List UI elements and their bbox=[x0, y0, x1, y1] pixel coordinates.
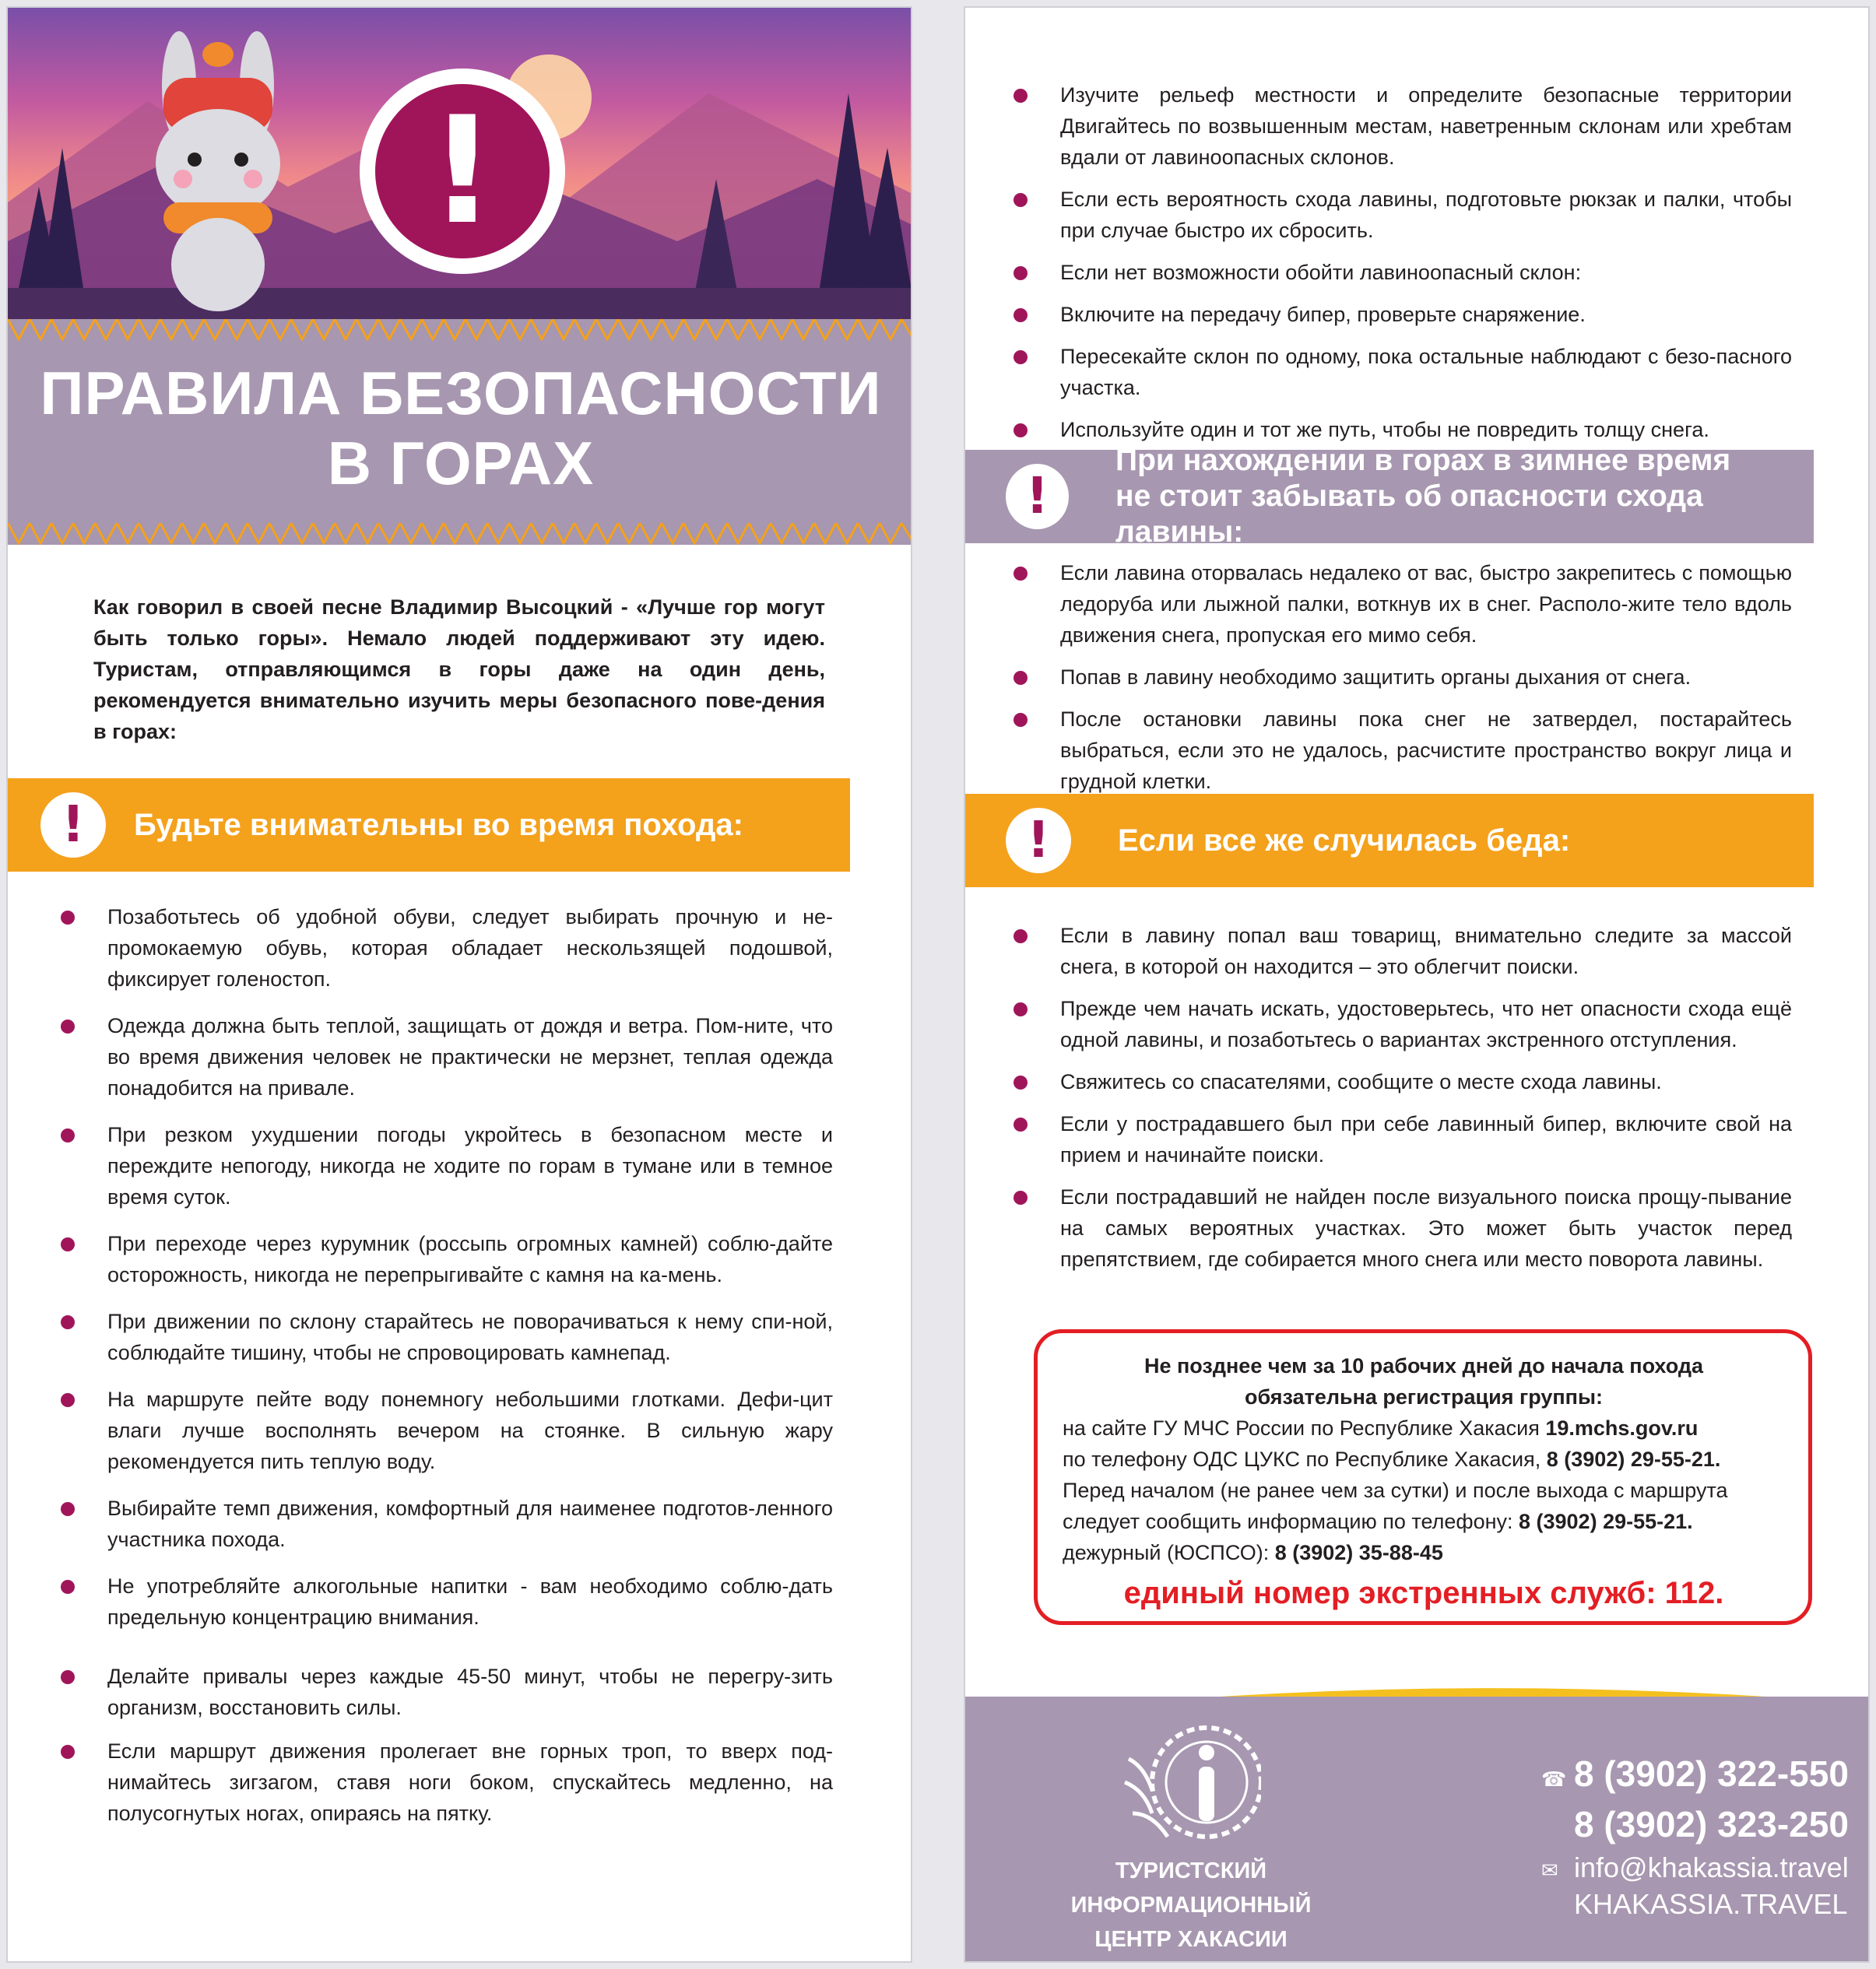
list-item-text: Не употребляйте алкогольные напитки - вам необходимо соблю-дать предельную концентрацию внимания. bbox=[107, 1574, 833, 1629]
list-item-text: Включите на передачу бипер, проверьте снаряжение. bbox=[1060, 303, 1586, 326]
bullet-icon bbox=[1014, 308, 1028, 322]
section2-title-line2: не стоит забывать об опасности схода лавины: bbox=[1115, 479, 1703, 549]
list-item-text: Если в лавину попал ваш товарищ, внимательно следите за массой снега, в которой он находится – это облегчит поиски. bbox=[1060, 924, 1792, 978]
list-item-text: Попав в лавину необходимо защитить органы дыхания от снега. bbox=[1060, 665, 1692, 689]
left-panel bbox=[6, 6, 912, 1963]
registration-line2 bbox=[1063, 1444, 1785, 1475]
list-item bbox=[61, 1493, 833, 1555]
registration-line4-text: следует сообщить информацию по телефону: bbox=[1063, 1510, 1519, 1533]
org-name-line2: ЦЕНТР ХАКАСИИ bbox=[1094, 1927, 1288, 1952]
right-panel bbox=[964, 6, 1870, 1963]
bullet-icon bbox=[61, 911, 75, 925]
bullet-icon bbox=[61, 1128, 75, 1142]
list-item bbox=[61, 901, 833, 995]
exclamation-icon: ! bbox=[375, 84, 550, 258]
report-phone: 8 (3902) 29-55-21. bbox=[1519, 1510, 1693, 1533]
bullet-icon bbox=[1014, 89, 1028, 103]
list-item bbox=[61, 1384, 833, 1477]
list-item bbox=[1014, 1066, 1792, 1097]
list-item bbox=[1014, 1181, 1792, 1275]
org-name bbox=[1012, 1854, 1370, 1957]
section1-title: Будьте внимательны во время похода: bbox=[134, 807, 743, 842]
bullet-icon bbox=[61, 1237, 75, 1251]
list-item bbox=[1014, 704, 1792, 797]
list-item bbox=[1014, 1108, 1792, 1171]
registration-line1-text: на сайте ГУ МЧС России по Республике Хакасия bbox=[1063, 1416, 1546, 1440]
list-item-text: Если у пострадавшего был при себе лавинный бипер, включите свой на прием и начинайте поиски. bbox=[1060, 1112, 1792, 1167]
list-item-text: На маршруте пейте воду понемногу небольшими глотками. Дефи-цит влаги лучше восполнять вечером на стоянке. В сильную жару рекомендуется пить теплую воду. bbox=[107, 1388, 833, 1473]
list-item bbox=[61, 1661, 833, 1723]
list-item bbox=[1014, 557, 1792, 651]
list-item-text: При резком ухудшении погоды укройтесь в безопасном месте и переждите непогоду, никогда не ходите по горам в тумане или в темное время суток. bbox=[107, 1123, 833, 1209]
exclamation-icon: ! bbox=[1006, 808, 1071, 873]
list-item bbox=[1014, 993, 1792, 1055]
footer-phones bbox=[1541, 1751, 1849, 1847]
registration-line5-text: дежурный (ЮСПСО): bbox=[1063, 1541, 1275, 1564]
title-band bbox=[8, 319, 912, 545]
footer-contacts bbox=[1541, 1851, 1849, 1922]
list-item bbox=[1014, 184, 1792, 246]
bullet-icon bbox=[61, 1580, 75, 1594]
registration-line5 bbox=[1063, 1537, 1785, 1568]
list-item-text: Пересекайте склон по одному, пока остальные наблюдают с безо-пасного участка. bbox=[1060, 345, 1792, 399]
list-item-text: Позаботьтесь об удобной обуви, следует выбирать прочную и не-промокаемую обувь, которая обладает нескользящей подошвой, фиксирует голеностоп. bbox=[107, 905, 833, 991]
duty-phone: 8 (3902) 35-88-45 bbox=[1274, 1541, 1443, 1564]
list-item bbox=[61, 1119, 833, 1213]
registration-heading2: обязательна регистрация группы: bbox=[1244, 1385, 1604, 1409]
mail-icon: ✉ bbox=[1541, 1858, 1558, 1882]
section1-list bbox=[61, 901, 833, 1841]
list-item-text: Если пострадавший не найден после визуального поиска прощу-пывание на самых вероятных участках. Это может быть участок перед препятствием, где собирается много снега или место поворота лавины. bbox=[1060, 1185, 1792, 1271]
bullet-icon bbox=[1014, 1191, 1028, 1205]
bullet-icon bbox=[1014, 713, 1028, 727]
list-item-text: Одежда должна быть теплой, защищать от дождя и ветра. Пом-ните, что во время движения человек не практически не мерзнет, теплая одежда понадобится на привале. bbox=[107, 1014, 833, 1100]
list-item-text: При переходе через курумник (россыпь огромных камней) соблю-дайте осторожность, никогда не перепрыгивайте с камня на ка-мень. bbox=[107, 1232, 833, 1286]
footer-email-link[interactable]: info@khakassia.travel bbox=[1574, 1851, 1849, 1883]
section2-list bbox=[1014, 557, 1792, 808]
hero-illustration bbox=[8, 8, 912, 319]
list-item bbox=[61, 1228, 833, 1290]
list-item-text: Если есть вероятность схода лавины, подготовьте рюкзак и палки, чтобы при случае быстро их сбросить. bbox=[1060, 188, 1792, 242]
list-item-text: Если маршрут движения пролегает вне горных троп, то вверх под-нимайтесь зигзагом, ставя ноги боком, спускайтесь медленно, на полусогнутых ногах, опираясь на пятку. bbox=[107, 1739, 833, 1825]
alert-icon-large bbox=[360, 68, 565, 274]
zigzag-border-top bbox=[8, 319, 912, 341]
bullet-icon bbox=[61, 1020, 75, 1034]
bunny-mascot bbox=[117, 31, 319, 319]
list-item-text: Делайте привалы через каждые 45-50 минут, чтобы не перегру-зить организм, восстановить силы. bbox=[107, 1665, 833, 1719]
bullet-icon bbox=[1014, 929, 1028, 943]
page-title-line2: В ГОРАХ bbox=[327, 429, 595, 497]
info-logo-icon bbox=[1121, 1720, 1261, 1860]
list-item bbox=[1014, 257, 1792, 288]
footer-phone2[interactable]: 8 (3902) 323-250 bbox=[1574, 1804, 1849, 1844]
emergency-number: единый номер экстренных служб: 112. bbox=[1123, 1576, 1724, 1610]
bullet-icon bbox=[1014, 193, 1028, 207]
exclamation-icon: ! bbox=[1006, 464, 1069, 529]
intro-paragraph: Как говорил в своей песне Владимир Высоцкий - «Лучше гор могут быть только горы». Немало людей поддерживают эту идею. Туристам, отправляющимся в горы даже на один день, рекомендуется внимательно изучить меры безопасного пове-дения в горах: bbox=[93, 595, 825, 743]
registration-line4 bbox=[1063, 1506, 1785, 1537]
section3-title: Если все же случилась беда: bbox=[1118, 823, 1571, 858]
list-item bbox=[61, 1571, 833, 1633]
list-item bbox=[1014, 299, 1792, 330]
list-item bbox=[61, 1010, 833, 1104]
bullet-icon bbox=[1014, 671, 1028, 685]
bullet-icon bbox=[1014, 1118, 1028, 1132]
mchs-website-link[interactable]: 19.mchs.gov.ru bbox=[1545, 1416, 1699, 1440]
bullet-icon bbox=[61, 1393, 75, 1407]
list-item-text: Прежде чем начать искать, удостоверьтесь, что нет опасности схода ещё одной лавины, и позаботьтесь о вариантах экстренного отступления. bbox=[1060, 997, 1792, 1051]
registration-line1 bbox=[1063, 1413, 1785, 1444]
section2-title-line1: При нахождении в горах в зимнее время bbox=[1115, 444, 1731, 477]
bullet-icon bbox=[61, 1670, 75, 1684]
bullet-icon bbox=[1014, 1076, 1028, 1090]
section3-list bbox=[1014, 920, 1792, 1286]
phone-icon: ☎ bbox=[1541, 1767, 1567, 1791]
bullet-icon bbox=[1014, 266, 1028, 280]
section1-header bbox=[8, 778, 850, 872]
bullet-icon bbox=[1014, 350, 1028, 364]
org-name-line1: ТУРИСТСКИЙ ИНФОРМАЦИОННЫЙ bbox=[1070, 1858, 1312, 1918]
list-item bbox=[1014, 662, 1792, 693]
list-item bbox=[61, 1736, 833, 1829]
page-title-line1: ПРАВИЛА БЕЗОПАСНОСТИ bbox=[40, 359, 882, 427]
list-item-text: Изучите рельеф местности и определите безопасные территории Двигайтесь по возвышенным местам, наветренным склонам или хребтам вдали от лавиноопасных склонов. bbox=[1060, 83, 1792, 169]
list-item-text: Если лавина оторвалась недалеко от вас, быстро закрепитесь с помощью ледоруба или лыжной палки, воткнув их в снег. Располо-жите тело вдоль движения снега, пропуская его мимо себя. bbox=[1060, 561, 1792, 647]
bullet-icon bbox=[61, 1745, 75, 1759]
bullet-icon bbox=[61, 1315, 75, 1329]
registration-box bbox=[1034, 1329, 1812, 1625]
list-item-text: Если нет возможности обойти лавиноопасный склон: bbox=[1060, 261, 1582, 284]
list-item bbox=[1014, 79, 1792, 173]
list-item-text: Свяжитесь со спасателями, сообщите о месте схода лавины. bbox=[1060, 1070, 1662, 1093]
registration-line3: Перед началом (не ранее чем за сутки) и после выхода с маршрута bbox=[1063, 1479, 1728, 1502]
exclamation-icon: ! bbox=[40, 792, 106, 858]
list-item-text: После остановки лавины пока снег не затвердел, постарайтесь выбраться, если это не удалось, расчистите пространство вокруг лица и грудной клетки. bbox=[1060, 707, 1792, 793]
registration-heading1: Не позднее чем за 10 рабочих дней до начала похода bbox=[1144, 1354, 1704, 1378]
bullet-icon bbox=[1014, 423, 1028, 437]
bullet-icon bbox=[1014, 1002, 1028, 1016]
footer-phone1[interactable]: 8 (3902) 322-550 bbox=[1574, 1753, 1849, 1794]
bullet-icon bbox=[61, 1502, 75, 1516]
list-item bbox=[1014, 341, 1792, 403]
list-item bbox=[1014, 414, 1792, 445]
list-item-text: При движении по склону старайтесь не поворачиваться к нему спи-ной, соблюдайте тишину, чтобы не спровоцировать камнепад. bbox=[107, 1310, 833, 1364]
list-item-text: Выбирайте темп движения, комфортный для наименее подготов-ленного участника похода. bbox=[107, 1497, 833, 1551]
list-item bbox=[61, 1306, 833, 1368]
section3-header bbox=[965, 794, 1814, 887]
zigzag-border-bottom bbox=[8, 523, 912, 545]
registration-line2-text: по телефону ОДС ЦУКС по Республике Хакасия, bbox=[1063, 1448, 1547, 1471]
ods-phone: 8 (3902) 29-55-21. bbox=[1546, 1448, 1721, 1471]
list-item bbox=[1014, 920, 1792, 982]
list-item-text: Используйте один и тот же путь, чтобы не повредить толщу снега. bbox=[1060, 418, 1709, 441]
avalanche-prep-list bbox=[1014, 79, 1792, 456]
section2-header bbox=[965, 444, 1814, 549]
bullet-icon bbox=[1014, 567, 1028, 581]
footer-website-link[interactable]: KHAKASSIA.TRAVEL bbox=[1574, 1888, 1848, 1920]
